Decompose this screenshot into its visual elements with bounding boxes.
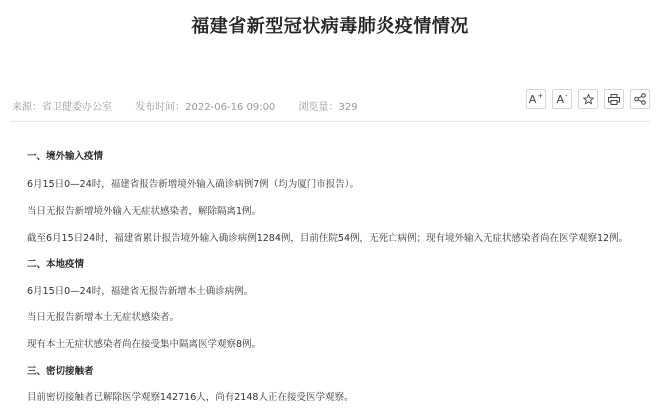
print-icon xyxy=(608,94,620,105)
print-button[interactable] xyxy=(604,89,624,109)
section-heading-overseas: 一、境外输入疫情 xyxy=(27,151,104,162)
paragraph: 目前密切接触者已解除医学观察142716人，尚有2148人正在接受医学观察。 xyxy=(27,392,354,403)
header-divider xyxy=(10,121,650,122)
article-meta xyxy=(12,98,378,113)
share-icon xyxy=(634,93,646,105)
favorite-button[interactable] xyxy=(578,89,598,109)
section-heading-contacts: 三、密切接触者 xyxy=(27,366,94,377)
font-increase-button[interactable] xyxy=(526,89,546,109)
font-increase-label: A xyxy=(528,92,537,106)
font-decrease-label: A xyxy=(556,92,564,106)
paragraph: 6月15日0—24时，福建省报告新增境外输入确诊病例7例（均为厦门市报告）。 xyxy=(27,179,360,190)
section-heading-local: 二、本地疫情 xyxy=(27,259,85,270)
article-toolbar xyxy=(526,89,650,109)
paragraph: 6月15日0—24时，福建省无报告新增本土确诊病例。 xyxy=(27,286,254,297)
article-views: 浏览量：329 xyxy=(298,102,358,113)
article-publish-time: 发布时间：2022-06-16 09:00 xyxy=(135,102,276,113)
article-title: 福建省新型冠状病毒肺炎疫情情况 xyxy=(191,16,469,37)
star-icon xyxy=(583,94,594,105)
paragraph: 截至6月15日24时，福建省累计报告境外输入确诊病例1284例，目前住院54例，无死亡病例；现有境外输入无症状感染者尚在医学观察12例。 xyxy=(27,233,629,244)
font-decrease-sup: - xyxy=(565,92,568,100)
font-decrease-button[interactable] xyxy=(552,89,572,109)
paragraph: 当日无报告新增本土无症状感染者。 xyxy=(27,312,180,323)
paragraph: 现有本土无症状感染者尚在接受集中隔离医学观察8例。 xyxy=(27,339,262,350)
paragraph: 当日无报告新增境外输入无症状感染者，解除隔离1例。 xyxy=(27,206,262,217)
article-source: 来源：省卫健委办公室 xyxy=(12,102,112,113)
font-increase-sup: + xyxy=(537,92,544,100)
share-button[interactable] xyxy=(630,89,650,109)
